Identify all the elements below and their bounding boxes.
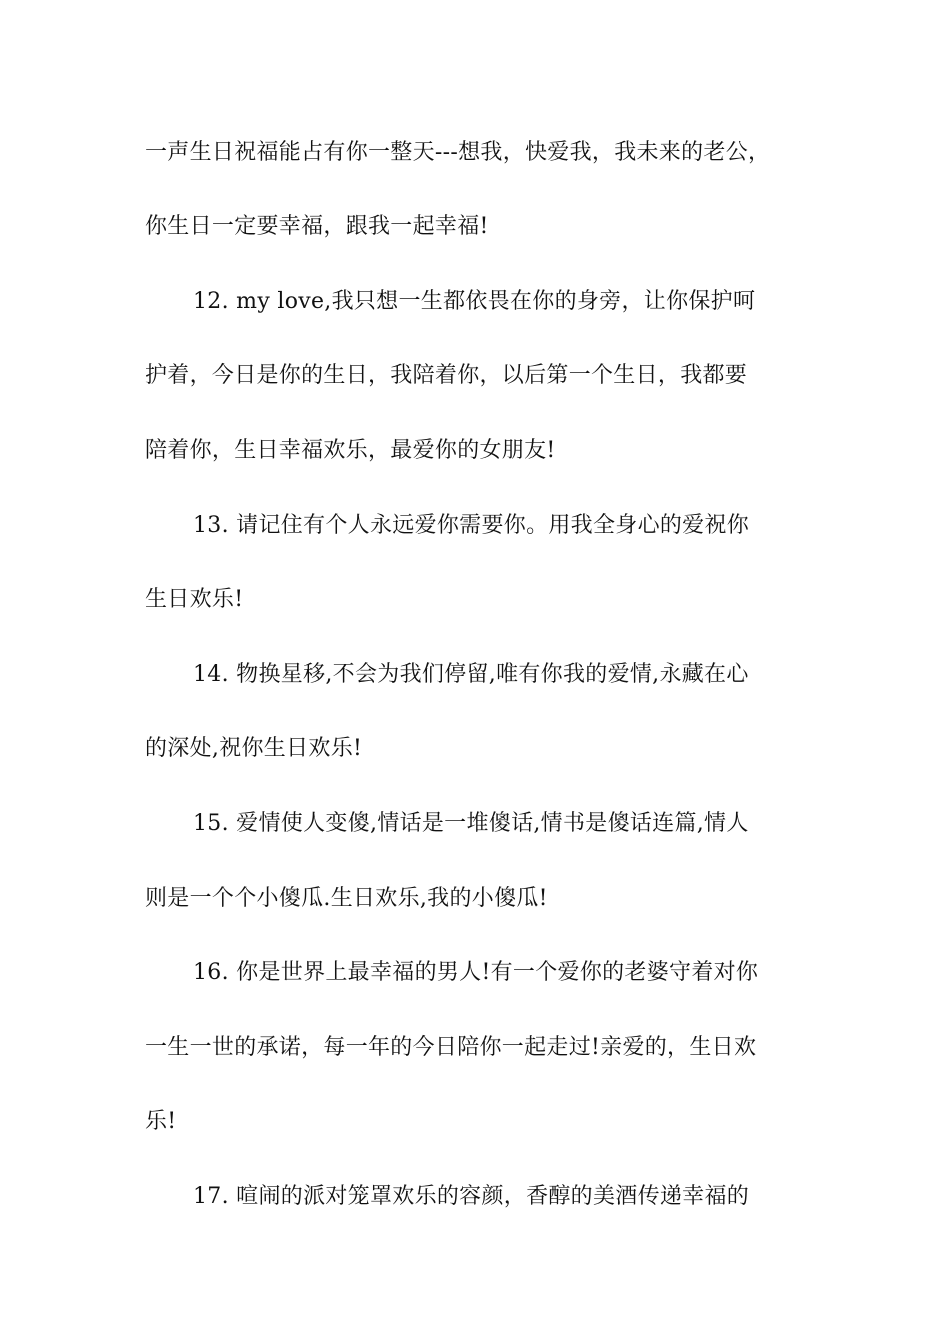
text-line: 生日欢乐! — [145, 587, 244, 612]
text-line: 的深处,祝你生日欢乐! — [145, 736, 363, 761]
paragraph-15-start: 15. 爱情使人变傻,情话是一堆傻话,情书是傻话连篇,情人 — [193, 811, 749, 836]
text-line: 陪着你，生日幸福欢乐，最爱你的女朋友! — [145, 438, 556, 463]
text-line: 一生一世的承诺，每一年的今日陪你一起走过!亲爱的，生日欢 — [145, 1035, 757, 1060]
text-line: 你生日一定要幸福，跟我一起幸福! — [145, 214, 489, 239]
text-line: 则是一个个小傻瓜.生日欢乐,我的小傻瓜! — [145, 886, 548, 911]
paragraph-14-start: 14. 物换星移,不会为我们停留,唯有你我的爱情,永藏在心 — [193, 662, 749, 687]
paragraph-13-start: 13. 请记住有个人永远爱你需要你。用我全身心的爱祝你 — [193, 513, 750, 538]
paragraph-12-start: 12. my love,我只想一生都依畏在你的身旁，让你保护呵 — [193, 289, 756, 314]
paragraph-16-start: 16. 你是世界上最幸福的男人!有一个爱你的老婆守着对你 — [193, 960, 759, 985]
text-line: 一声生日祝福能占有你一整天---想我，快爱我，我未来的老公， — [145, 140, 771, 165]
text-line: 乐! — [145, 1109, 177, 1134]
paragraph-17-start: 17. 喧闹的派对笼罩欢乐的容颜，香醇的美酒传递幸福的 — [193, 1184, 750, 1209]
text-line: 护着，今日是你的生日，我陪着你，以后第一个生日，我都要 — [145, 363, 748, 388]
